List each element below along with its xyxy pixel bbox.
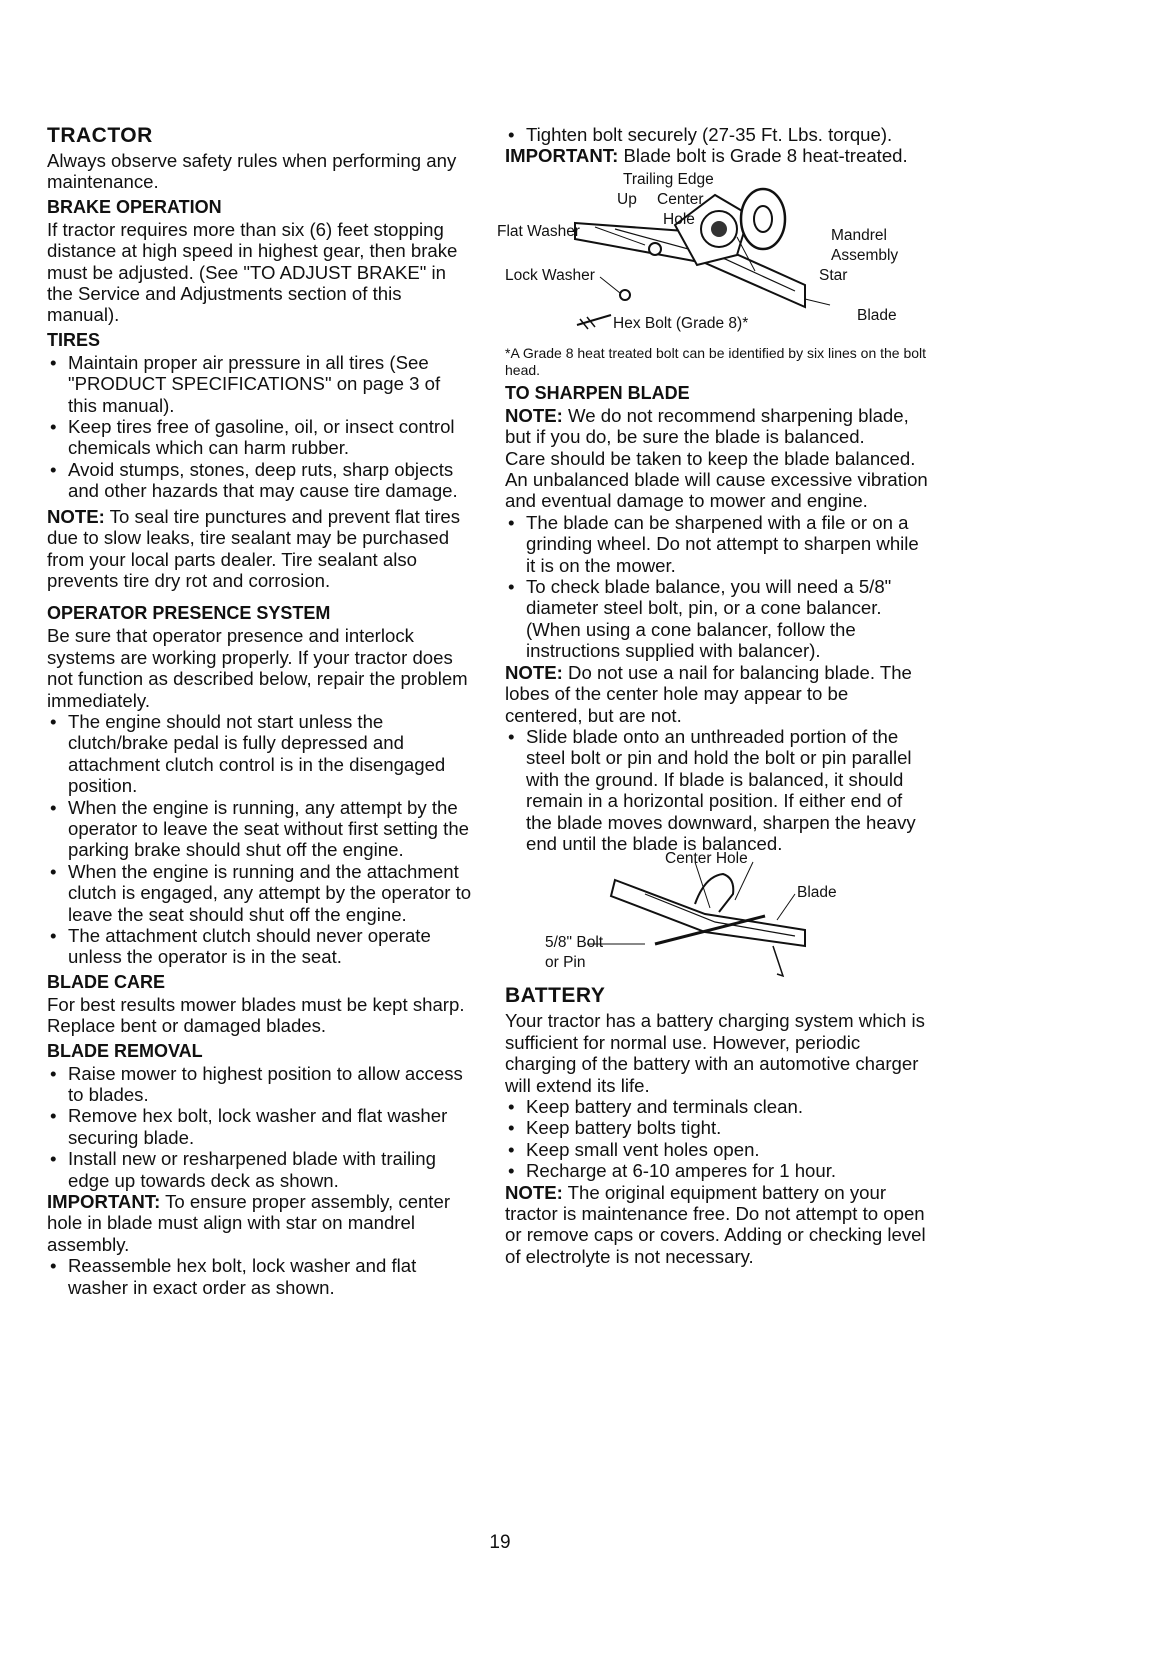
blade-label: Blade — [857, 306, 897, 324]
lock-washer-label: Lock Washer — [505, 266, 595, 284]
list-item: • The engine should not start unless the clutch/brake pedal is fully depressed and attachment clutch control is in the disengaged position. — [47, 711, 472, 797]
center-hole-label: Center Hole — [665, 850, 748, 868]
list-item: • Remove hex bolt, lock washer and flat washer securing blade. — [47, 1105, 472, 1148]
note-text: Do not use a nail for balancing blade. The lobes of the center hole may appear to be centered, but are not. — [505, 661, 912, 726]
blade-removal-list — [47, 1063, 472, 1191]
tires-heading: TIRES — [47, 329, 101, 350]
note-text: We do not recommend sharpening blade, but if you do, be sure the blade is balanced. — [505, 404, 909, 448]
list-item: • The blade can be sharpened with a file or on a grinding wheel. Do not attempt to sharpen while it is on the mower. — [505, 512, 930, 576]
blade-removal-heading: BLADE REMOVAL — [47, 1040, 203, 1061]
list-item: • Avoid stumps, stones, deep ruts, sharp objects and other hazards that may cause tire damage. — [47, 459, 472, 502]
battery-heading: BATTERY — [505, 984, 606, 1008]
tractor-intro: Always observe safety rules when performing any maintenance. — [47, 150, 457, 193]
blade-care-text: For best results mower blades must be kept sharp. Replace bent or damaged blades. — [47, 993, 465, 1037]
tractor-heading: TRACTOR — [47, 124, 153, 147]
note-label: NOTE: — [47, 505, 105, 527]
operator-presence-text: Be sure that operator presence and interlock systems are working properly. If your tractor does not function as described below, repair the problem immediately. — [47, 625, 468, 711]
list-item: • Maintain proper air pressure in all tires (See "PRODUCT SPECIFICATIONS" on page 3 of this manual). — [47, 352, 472, 416]
tires-list — [47, 352, 472, 502]
page-number: 19 — [489, 1532, 511, 1553]
up-label: Up — [617, 190, 637, 208]
note-label: NOTE: — [505, 661, 563, 683]
left-column — [47, 124, 472, 1298]
sharpen-care-text: Care should be taken to keep the blade balanced. An unbalanced blade will cause excessive vibration and eventual damage to mower and engine. — [505, 447, 928, 512]
blade-balance-figure — [505, 850, 930, 980]
list-item: • Keep battery and terminals clean. — [505, 1096, 930, 1117]
blade-removal-important — [47, 1191, 472, 1255]
important-text: Blade bolt is Grade 8 heat-treated. — [618, 145, 908, 167]
blade-removal-list-2 — [47, 1255, 472, 1298]
operator-presence-heading: OPERATOR PRESENCE SYSTEM — [47, 603, 331, 624]
grade-8-footnote: *A Grade 8 heat treated bolt can be identified by six lines on the bolt head. — [505, 344, 927, 378]
blade-assembly-figure — [497, 167, 930, 343]
blade-care-heading: BLADE CARE — [47, 971, 166, 992]
battery-list — [505, 1096, 930, 1182]
list-item: • When the engine is running, any attempt by the operator to leave the seat without first setting the parking brake should shut off the engine. — [47, 797, 472, 861]
list-item: • Install new or resharpened blade with trailing edge up towards deck as shown. — [47, 1148, 472, 1191]
bolt-important — [505, 145, 930, 166]
note-label: NOTE: — [505, 1181, 563, 1203]
important-label: IMPORTANT: — [47, 1191, 161, 1213]
list-item: • Reassemble hex bolt, lock washer and flat washer in exact order as shown. — [47, 1255, 472, 1298]
brake-operation-heading: BRAKE OPERATION — [47, 196, 222, 217]
trailing-edge-label: Trailing Edge — [623, 170, 714, 188]
list-item: • Raise mower to highest position to allow access to blades. — [47, 1063, 472, 1106]
battery-text: Your tractor has a battery charging system which is sufficient for normal use. However, periodic charging of the battery with an automotive charger will extend its life. — [505, 1010, 925, 1096]
tighten-list — [505, 124, 930, 145]
sharpen-blade-heading: TO SHARPEN BLADE — [505, 382, 690, 403]
list-item: • The attachment clutch should never operate unless the operator is in the seat. — [47, 925, 472, 968]
list-item: • Keep tires free of gasoline, oil, or insect control chemicals which can harm rubber. — [47, 416, 472, 459]
center-label: Center — [657, 190, 704, 208]
balance-list — [505, 726, 930, 854]
or-pin-label: or Pin — [545, 954, 586, 972]
hole-label: Hole — [663, 210, 695, 228]
list-item: • Tighten bolt securely (27-35 Ft. Lbs. torque). — [505, 124, 930, 145]
battery-note — [505, 1182, 930, 1268]
mandrel-label: Mandrel — [831, 226, 887, 244]
star-label: Star — [819, 266, 848, 284]
list-item: • Recharge at 6-10 amperes for 1 hour. — [505, 1160, 930, 1181]
important-text: To ensure proper assembly, center hole in blade must align with star on mandrel assembly. — [47, 1191, 451, 1255]
note-text: The original equipment battery on your tractor is maintenance free. Do not attempt to open or remove caps or covers. Adding or checking level of electrolyte is not necessary. — [505, 1181, 926, 1267]
list-item: • When the engine is running and the attachment clutch is engaged, any attempt by the operator to leave the seat should shut off the engine. — [47, 861, 472, 925]
list-item: • Keep battery bolts tight. — [505, 1117, 930, 1138]
sharpen-note — [505, 405, 930, 448]
list-item: • To check blade balance, you will need a 5/8" diameter steel bolt, pin, or a cone balancer. (When using a cone balancer, follow the instructions supplied with balancer). — [505, 576, 930, 662]
blade-label: Blade — [797, 884, 837, 902]
list-item: • Slide blade onto an unthreaded portion of the steel bolt or pin and hold the bolt or pin parallel with the ground. If blade is balanced, it should remain in a horizontal position. If either end of the blade moves downward, sharpen the heavy end until the blade is balanced. — [505, 726, 930, 854]
right-column — [497, 124, 930, 1267]
sharpen-list — [505, 512, 930, 662]
operator-presence-list — [47, 711, 472, 968]
bolt-label: 5/8" Bolt — [545, 934, 604, 952]
note-text: To seal tire punctures and prevent flat tires due to slow leaks, tire sealant may be purchased from your local parts dealer. Tire sealant also prevents tire dry rot and corrosion. — [47, 505, 461, 591]
list-item: • Keep small vent holes open. — [505, 1139, 930, 1160]
important-label: IMPORTANT: — [505, 145, 619, 167]
assembly-label: Assembly — [831, 246, 899, 264]
tires-note — [47, 506, 472, 592]
flat-washer-label: Flat Washer — [497, 222, 580, 240]
balance-note — [505, 662, 930, 726]
brake-operation-text: If tractor requires more than six (6) feet stopping distance at high speed in highest gear, then brake must be adjusted. (See "TO ADJUST BRAKE" in the Service and Adjustments section of this manual). — [47, 218, 458, 326]
hex-bolt-label: Hex Bolt (Grade 8)* — [613, 314, 749, 332]
note-label: NOTE: — [505, 404, 563, 426]
